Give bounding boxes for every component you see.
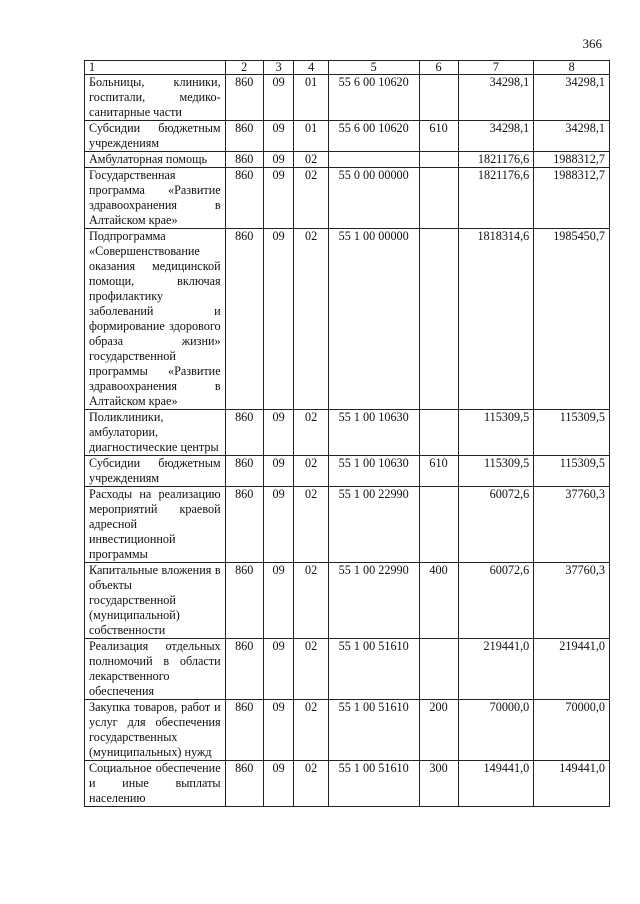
header-row: [85, 61, 610, 75]
row-amount-1-cell: 219441,0: [458, 639, 534, 700]
row-section-cell: 09: [263, 761, 294, 807]
row-section-cell: 09: [263, 121, 294, 152]
header-col-5: 5: [328, 61, 419, 75]
row-target-cell: 55 1 00 51610: [328, 700, 419, 761]
header-col-6: 6: [419, 61, 458, 75]
row-target-cell: 55 6 00 10620: [328, 75, 419, 121]
row-org-cell: 860: [225, 168, 263, 229]
row-target-cell: 55 1 00 22990: [328, 563, 419, 639]
table-row: [85, 75, 610, 121]
row-amount-1-cell: 149441,0: [458, 761, 534, 807]
header-col-1: 1: [85, 61, 226, 75]
table-row: [85, 639, 610, 700]
row-amount-1-cell: 34298,1: [458, 75, 534, 121]
row-subsection-cell: 02: [294, 168, 328, 229]
row-expense-type-cell: 610: [419, 456, 458, 487]
row-section-cell: 09: [263, 75, 294, 121]
row-expense-type-cell: [419, 639, 458, 700]
row-amount-2-cell: 37760,3: [534, 487, 610, 563]
row-amount-2-cell: 1985450,7: [534, 229, 610, 410]
header-col-8: 8: [534, 61, 610, 75]
row-amount-2-cell: 115309,5: [534, 410, 610, 456]
table-row: [85, 761, 610, 807]
row-target-cell: 55 1 00 51610: [328, 761, 419, 807]
row-org-cell: 860: [225, 75, 263, 121]
row-name-cell: Субсидии бюджетным учреждениям: [85, 121, 226, 152]
row-section-cell: 09: [263, 410, 294, 456]
row-subsection-cell: 02: [294, 487, 328, 563]
row-amount-2-cell: 1988312,7: [534, 152, 610, 168]
page-number: 366: [582, 36, 602, 51]
row-amount-2-cell: 115309,5: [534, 456, 610, 487]
table-row: [85, 410, 610, 456]
row-subsection-cell: 02: [294, 761, 328, 807]
row-subsection-cell: 02: [294, 639, 328, 700]
row-expense-type-cell: 200: [419, 700, 458, 761]
table-row: [85, 563, 610, 639]
header-col-3: 3: [263, 61, 294, 75]
row-amount-2-cell: 219441,0: [534, 639, 610, 700]
row-target-cell: 55 1 00 10630: [328, 410, 419, 456]
row-amount-1-cell: 1821176,6: [458, 152, 534, 168]
row-expense-type-cell: 300: [419, 761, 458, 807]
row-org-cell: 860: [225, 761, 263, 807]
row-name-cell: Закупка товаров, работ и услуг для обеспечения государственных (муниципальных) нужд: [85, 700, 226, 761]
row-org-cell: 860: [225, 456, 263, 487]
row-name-cell: Подпрограмма «Совершенствование оказания медицинской помощи, включая профилактику заболеваний и формирование здорового образа жизни» государственной программы «Развитие здравоохранения в Алтайском крае»: [85, 229, 226, 410]
row-subsection-cell: 01: [294, 121, 328, 152]
row-expense-type-cell: [419, 229, 458, 410]
row-subsection-cell: 02: [294, 563, 328, 639]
row-name-cell: Социальное обеспечение и иные выплаты населению: [85, 761, 226, 807]
row-expense-type-cell: [419, 75, 458, 121]
row-org-cell: 860: [225, 229, 263, 410]
row-amount-2-cell: 149441,0: [534, 761, 610, 807]
row-name-cell: Расходы на реализацию мероприятий краевой адресной инвестиционной программы: [85, 487, 226, 563]
row-name-cell: Поликлиники, амбулатории, диагностические центры: [85, 410, 226, 456]
row-amount-1-cell: 1821176,6: [458, 168, 534, 229]
row-org-cell: 860: [225, 563, 263, 639]
row-amount-1-cell: 34298,1: [458, 121, 534, 152]
row-section-cell: 09: [263, 487, 294, 563]
table-body: [85, 75, 610, 807]
row-amount-1-cell: 1818314,6: [458, 229, 534, 410]
row-target-cell: [328, 152, 419, 168]
row-expense-type-cell: [419, 487, 458, 563]
row-subsection-cell: 02: [294, 700, 328, 761]
row-amount-2-cell: 34298,1: [534, 75, 610, 121]
row-subsection-cell: 02: [294, 152, 328, 168]
table-row: [85, 152, 610, 168]
row-name-cell: Больницы, клиники, госпитали, медико-санитарные части: [85, 75, 226, 121]
row-target-cell: 55 1 00 51610: [328, 639, 419, 700]
row-section-cell: 09: [263, 168, 294, 229]
row-expense-type-cell: [419, 152, 458, 168]
row-org-cell: 860: [225, 700, 263, 761]
row-section-cell: 09: [263, 229, 294, 410]
row-amount-2-cell: 37760,3: [534, 563, 610, 639]
table-row: [85, 487, 610, 563]
row-section-cell: 09: [263, 639, 294, 700]
row-subsection-cell: 01: [294, 75, 328, 121]
row-subsection-cell: 02: [294, 410, 328, 456]
budget-table: [84, 60, 610, 807]
row-expense-type-cell: 610: [419, 121, 458, 152]
row-target-cell: 55 0 00 00000: [328, 168, 419, 229]
row-amount-2-cell: 1988312,7: [534, 168, 610, 229]
table-header: [85, 61, 610, 75]
row-section-cell: 09: [263, 456, 294, 487]
row-expense-type-cell: 400: [419, 563, 458, 639]
table-row: [85, 121, 610, 152]
table-row: [85, 229, 610, 410]
row-org-cell: 860: [225, 639, 263, 700]
row-name-cell: Субсидии бюджетным учреждениям: [85, 456, 226, 487]
row-target-cell: 55 6 00 10620: [328, 121, 419, 152]
row-org-cell: 860: [225, 410, 263, 456]
table-row: [85, 700, 610, 761]
row-org-cell: 860: [225, 152, 263, 168]
row-amount-1-cell: 115309,5: [458, 456, 534, 487]
row-target-cell: 55 1 00 22990: [328, 487, 419, 563]
row-name-cell: Амбулаторная помощь: [85, 152, 226, 168]
row-name-cell: Капитальные вложения в объекты государственной (муниципальной) собственности: [85, 563, 226, 639]
row-amount-1-cell: 60072,6: [458, 563, 534, 639]
header-col-7: 7: [458, 61, 534, 75]
row-name-cell: Государственная программа «Развитие здравоохранения в Алтайском крае»: [85, 168, 226, 229]
row-section-cell: 09: [263, 563, 294, 639]
header-col-4: 4: [294, 61, 328, 75]
row-subsection-cell: 02: [294, 456, 328, 487]
row-expense-type-cell: [419, 410, 458, 456]
row-section-cell: 09: [263, 152, 294, 168]
row-subsection-cell: 02: [294, 229, 328, 410]
row-amount-2-cell: 70000,0: [534, 700, 610, 761]
row-amount-1-cell: 60072,6: [458, 487, 534, 563]
row-target-cell: 55 1 00 00000: [328, 229, 419, 410]
row-org-cell: 860: [225, 487, 263, 563]
row-amount-1-cell: 115309,5: [458, 410, 534, 456]
header-col-2: 2: [225, 61, 263, 75]
row-name-cell: Реализация отдельных полномочий в области лекарственного обеспечения: [85, 639, 226, 700]
row-amount-1-cell: 70000,0: [458, 700, 534, 761]
table-row: [85, 168, 610, 229]
row-expense-type-cell: [419, 168, 458, 229]
row-target-cell: 55 1 00 10630: [328, 456, 419, 487]
row-amount-2-cell: 34298,1: [534, 121, 610, 152]
row-section-cell: 09: [263, 700, 294, 761]
table-row: [85, 456, 610, 487]
row-org-cell: 860: [225, 121, 263, 152]
